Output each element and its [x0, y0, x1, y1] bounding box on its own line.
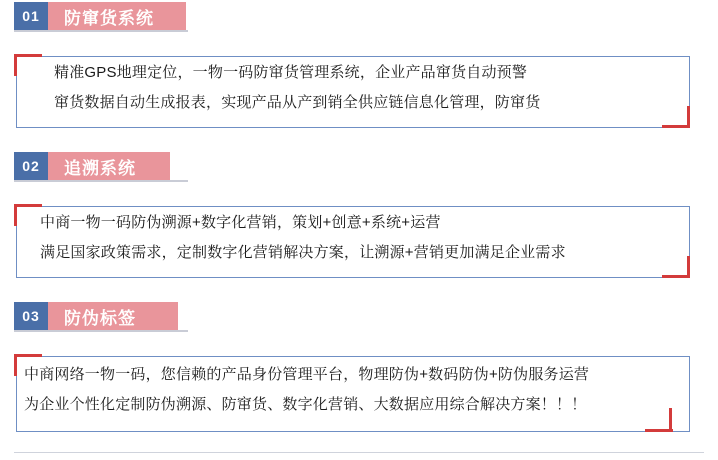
section-01-title: 防窜货系统: [64, 8, 154, 28]
section-02-number: 02: [14, 152, 48, 180]
section-03-corner-bottom-right-horizontal: [645, 429, 673, 432]
section-03-title-underline: [14, 330, 188, 332]
section-03-line-2: 为企业个性化定制防伪溯源、防窜货、数字化营销、大数据应用综合解决方案！！！: [24, 396, 587, 413]
section-02: [0, 152, 718, 182]
section-01-title-underline: [14, 30, 188, 32]
section-02-corner-bottom-right-horizontal: [662, 275, 690, 278]
section-01-corner-top-left-vertical: [14, 54, 17, 76]
section-03: [0, 302, 718, 332]
section-03-line-1: 中商网络一物一码，您信赖的产品身份管理平台，物理防伪+数码防伪+防伪服务运营: [24, 366, 590, 383]
section-02-corner-top-left-vertical: [14, 204, 17, 226]
section-02-corner-top-left-horizontal: [14, 204, 42, 207]
section-03-heading: [0, 302, 718, 332]
section-02-title-bar: [48, 152, 170, 180]
section-03-corner-top-left-vertical: [14, 354, 17, 376]
section-01-corner-top-left-horizontal: [14, 54, 42, 57]
section-02-heading: [0, 152, 718, 182]
section-02-line-1: 中商一物一码防伪溯源+数字化营销，策划+创意+系统+运营: [40, 214, 441, 231]
section-02-title-underline: [14, 180, 188, 182]
section-01-title-bar: [48, 2, 186, 30]
section-03-number: 03: [14, 302, 48, 330]
section-01-heading: [0, 2, 718, 32]
section-03-title: 防伪标签: [64, 308, 136, 328]
section-02-title: 追溯系统: [64, 158, 136, 178]
section-01-text: [54, 58, 684, 118]
section-01-number: 01: [14, 2, 48, 30]
bottom-divider: [14, 452, 704, 453]
section-01-line-2: 窜货数据自动生成报表，实现产品从产到销全供应链信息化管理，防窜货: [54, 94, 541, 111]
section-01-corner-bottom-right-horizontal: [662, 125, 690, 128]
section-03-text: [24, 360, 684, 420]
section-03-title-bar: [48, 302, 178, 330]
section-02-text: [40, 208, 684, 268]
section-01: [0, 2, 718, 32]
section-01-line-1: 精准GPS地理定位，一物一码防窜货管理系统，企业产品窜货自动预警: [54, 64, 528, 81]
section-02-line-2: 满足国家政策需求，定制数字化营销解决方案，让溯源+营销更加满足企业需求: [40, 244, 566, 261]
section-03-corner-top-left-horizontal: [14, 354, 42, 357]
